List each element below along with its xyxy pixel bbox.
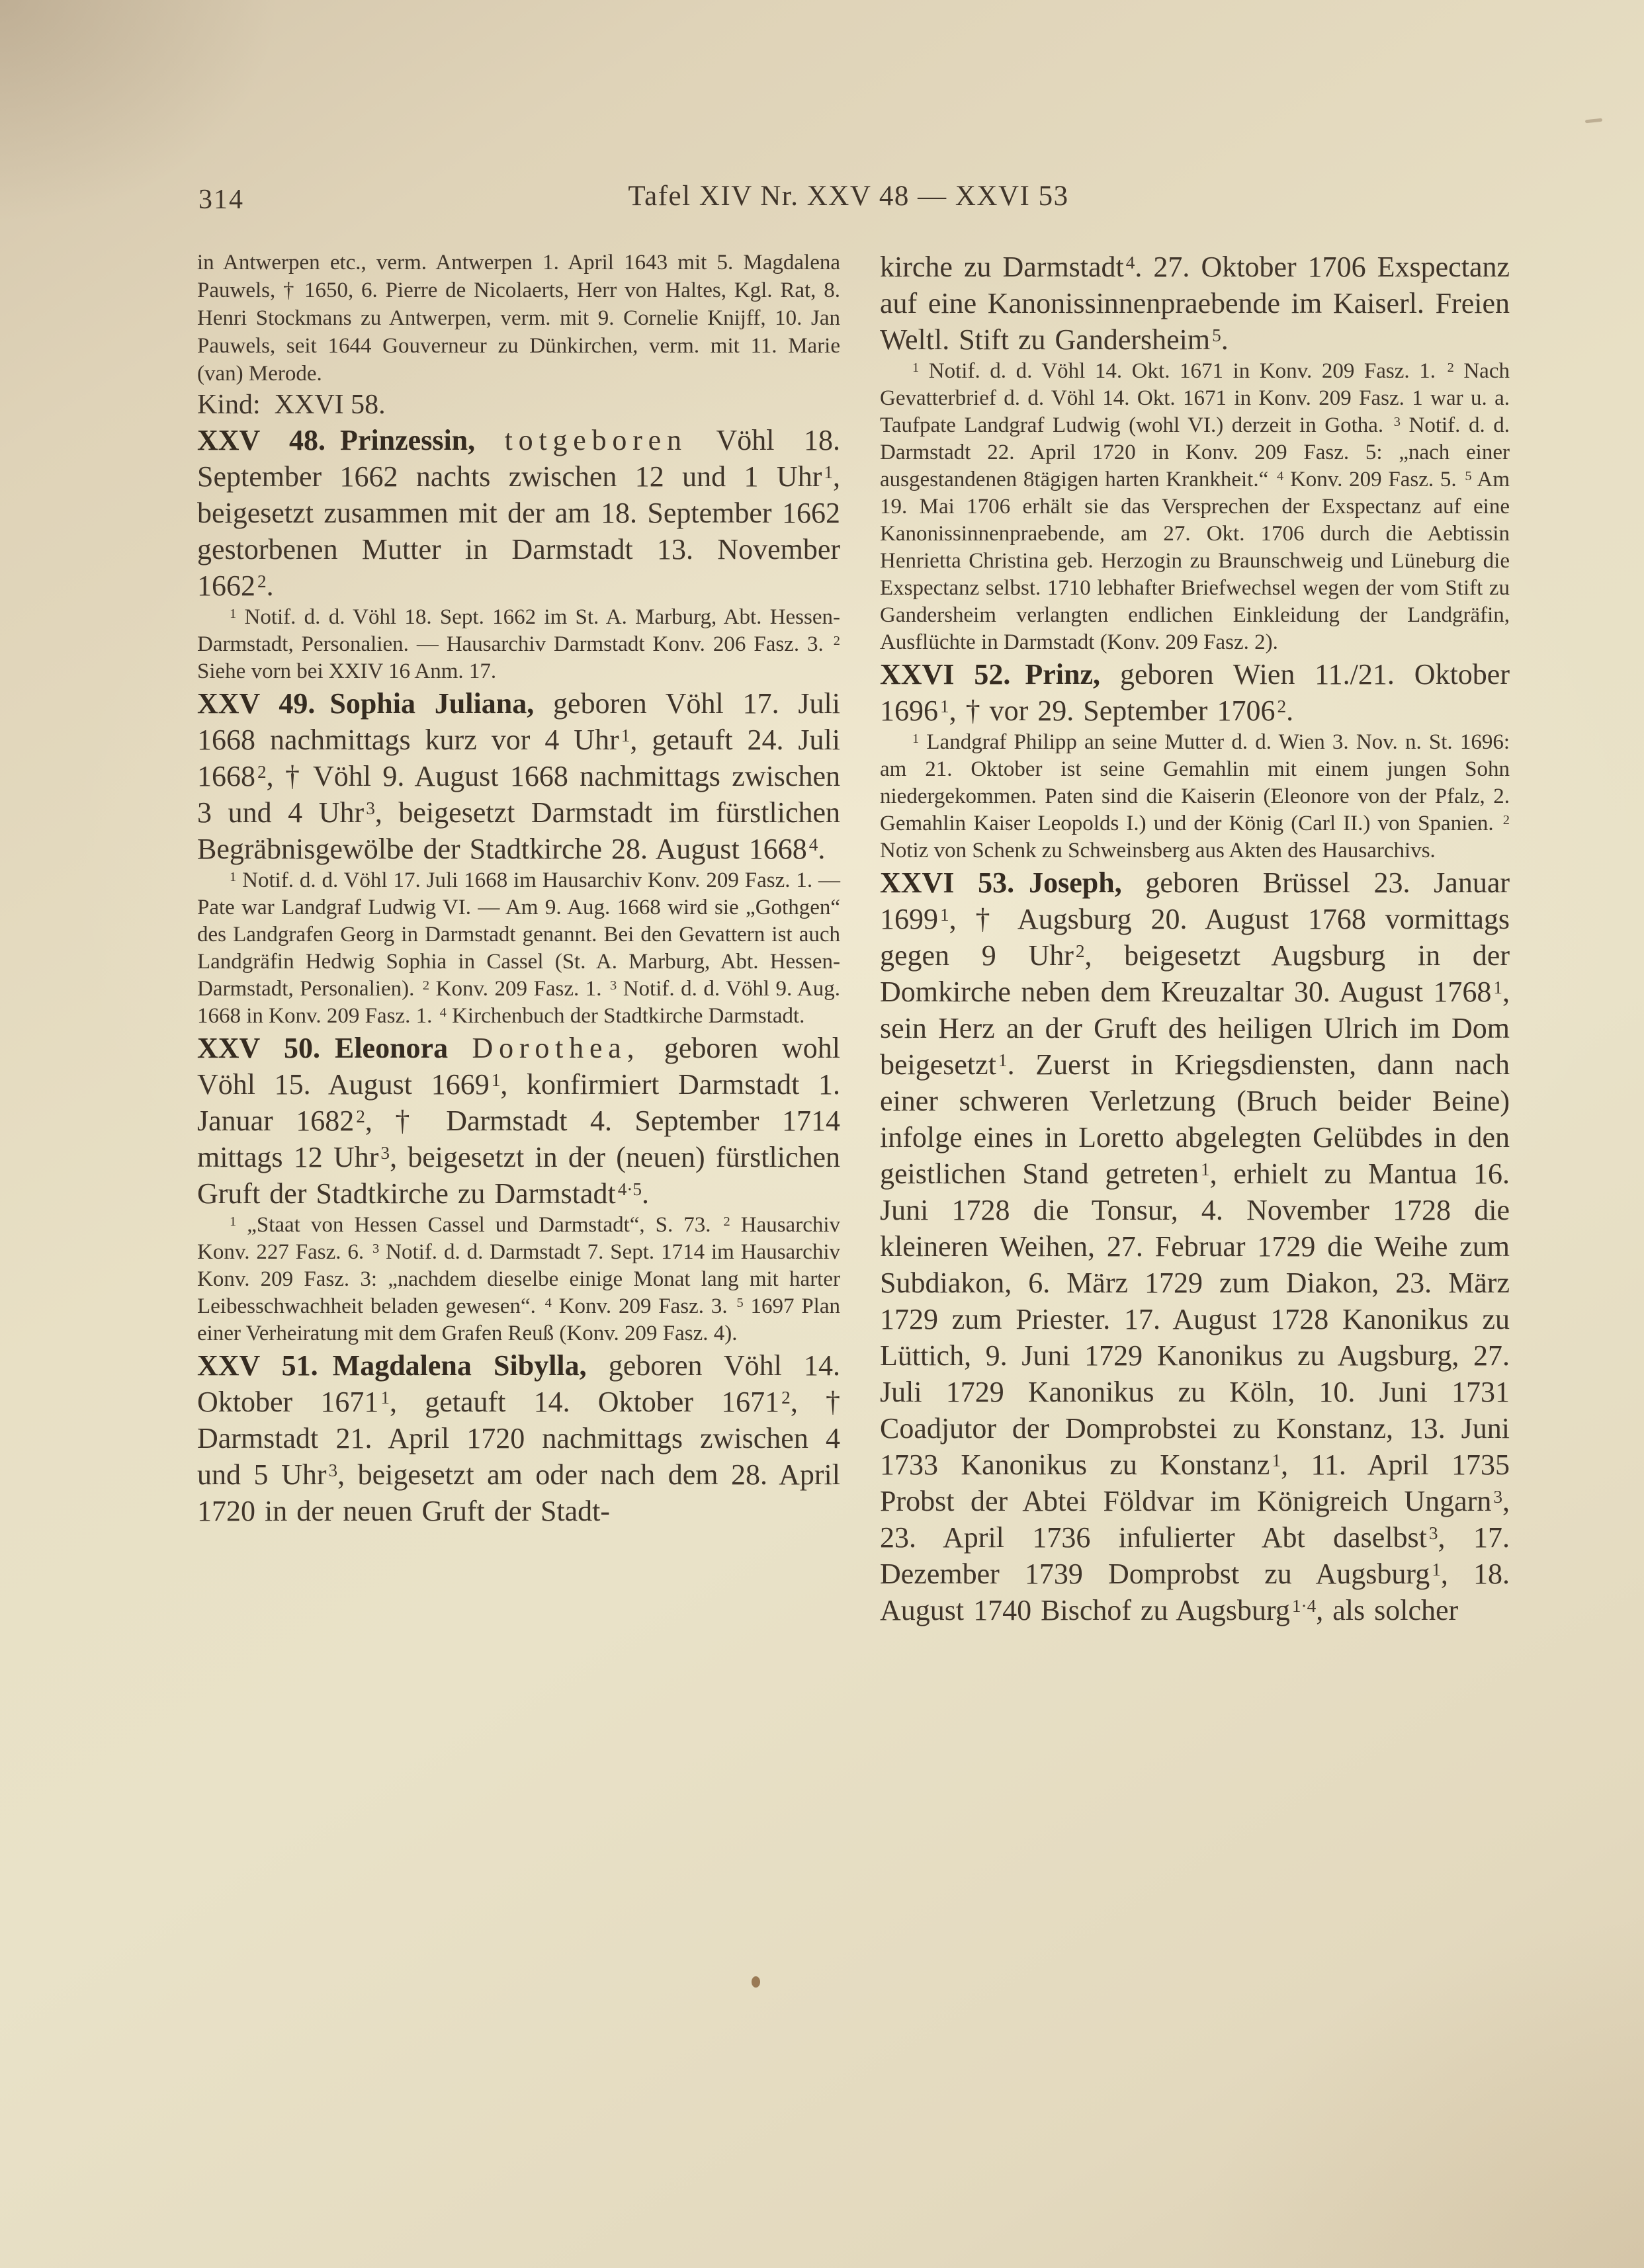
footnote-ref: 1 xyxy=(998,1050,1008,1070)
text-run: Nach Gevatterbrief d. d. Vöhl 14. Okt. 1671 in Konv. 209 Fasz. 1 war u. a. Taufpate Landgraf Ludwig (wohl VI.) derzeit in Gotha. xyxy=(880,359,1510,437)
footnote-ref: 4 xyxy=(808,834,818,855)
text-run: Notif. d. d. Vöhl 9. Aug. 1668 in Konv. 209 Fasz. 1. xyxy=(197,977,840,1028)
emphasis-bold: Eleonora xyxy=(334,1032,449,1064)
text-run xyxy=(315,687,329,720)
text-run: Notif. d. d. Vöhl 17. Juli 1668 im Hausarchiv Konv. 209 Fasz. 1. — Pate war Landgraf Ludwig VI. — Am 9. Aug. 1668 wird sie „Gothgen“ des Landgrafen Georg in Darmstadt genannt. Bei den Gevattern ist auch Landgräfin Hedwig Sophia in Cassel (St. A. Marburg, Abt. Hessen-Darmstadt, Personalien). xyxy=(197,868,840,1001)
text-run xyxy=(475,424,505,456)
text-run: , beigesetzt am oder nach dem 28. April 1720 in der neuen Gruft der Stadt- xyxy=(197,1458,840,1527)
entry-paragraph xyxy=(880,656,1510,729)
footnote-ref: 4 xyxy=(544,1295,552,1310)
text-run: , als solcher xyxy=(1316,1594,1459,1626)
text-run: „Staat von Hessen Cassel und Darmstadt“, S. 73. xyxy=(236,1213,722,1237)
text-run: , sein Herz an der Gruft des heiligen Ulrich im Dom beigesetzt xyxy=(880,976,1510,1081)
text-run: , beigesetzt in der (neuen) fürstlichen Gruft der Stadtkirche zu Darmstadt xyxy=(197,1141,840,1210)
footnote-ref: 1 xyxy=(912,360,920,375)
text-run: Konv. 209 Fasz. 3. xyxy=(551,1294,735,1318)
emphasis-bold: Joseph, xyxy=(1029,866,1122,899)
footnote-ref: 4 xyxy=(1125,252,1135,273)
running-title: Tafel XIV Nr. XXV 48 — XXVI 53 xyxy=(628,181,1069,212)
footnote-ref: 2 xyxy=(1447,360,1454,375)
text-run: , beigesetzt zusammen mit der am 18. September 1662 gestorbenen Mutter in Darmstadt 13. November 1662 xyxy=(197,460,840,602)
footnote-ref: 2 xyxy=(356,1106,365,1126)
text-run: . xyxy=(818,833,826,865)
footnote-ref: 4 xyxy=(439,1005,447,1020)
entry-paragraph xyxy=(197,1030,840,1212)
footnote-ref: 1 xyxy=(621,725,630,745)
footnote-ref: 1 xyxy=(1493,977,1502,997)
footnote-ref: 5 xyxy=(736,1295,744,1310)
text-run: Notiz von Schenk zu Schweinsberg aus Akten des Hausarchivs. xyxy=(880,839,1436,862)
emphasis-bold: XXVI 53. xyxy=(880,866,1015,899)
text-run: , † Vöhl 9. August 1668 nachmittags zwischen 3 und 4 Uhr xyxy=(197,760,840,829)
text-run: , † Darmstadt 4. September 1714 mittags 12 Uhr xyxy=(197,1105,840,1173)
footnote-paragraph xyxy=(197,604,840,685)
text-run: Notif. d. d. Darmstadt 22. April 1720 in Konv. 209 Fasz. 5: „nach einer ausgestandenen 8tägigen harten Krankheit.“ xyxy=(880,413,1510,491)
footnote-ref: 1 xyxy=(824,462,833,482)
text-run: . xyxy=(1221,323,1229,356)
footnote-paragraph xyxy=(880,729,1510,864)
footnote-ref: 1 xyxy=(912,731,920,746)
text-run: , 18. August 1740 Bischof zu Augsburg xyxy=(880,1558,1510,1626)
children-reference-line xyxy=(197,388,840,422)
footnote-ref: 1 xyxy=(1272,1450,1281,1470)
footnote-ref: 1 xyxy=(230,606,237,621)
footnote-ref: 2 xyxy=(781,1387,791,1407)
entry-paragraph xyxy=(197,685,840,867)
text-run: , getauft 24. Juli 1668 xyxy=(197,724,840,792)
footnote-ref: 1 xyxy=(491,1070,501,1090)
text-run: geboren Brüssel 23. Januar 1699 xyxy=(880,866,1510,935)
text-run: Hausarchiv Konv. 227 Fasz. 6. xyxy=(197,1213,841,1264)
footnote-ref: 1 xyxy=(230,869,237,884)
footnote-ref: 2 xyxy=(1075,941,1085,961)
emphasis-bold: Prinzessin, xyxy=(340,424,476,456)
text-run: , † Augsburg 20. August 1768 vormittags gegen 9 Uhr xyxy=(880,903,1510,972)
text-run: geboren Vöhl 17. Juli 1668 nachmittags kurz vor 4 Uhr xyxy=(197,687,840,756)
emphasis-bold: XXVI 52. xyxy=(880,658,1011,691)
text-run: . Zuerst in Kriegsdiensten, dann nach einer schweren Verletzung (Bruch beider Beine) infolge eines in Loretto abgelegten Gelübdes in den geistlichen Stand getreten xyxy=(880,1048,1510,1190)
emphasis-bold: XXV 50. xyxy=(197,1032,320,1064)
footnote-ref: 3 xyxy=(328,1460,338,1480)
text-run: , konfirmiert Darmstadt 1. Januar 1682 xyxy=(197,1068,840,1137)
text-run: Konv. 209 Fasz. 1. xyxy=(429,977,609,1001)
emphasis-spaced: Dorothea, xyxy=(472,1032,640,1064)
footnote-paragraph xyxy=(197,1212,840,1347)
text-run: Kirchenbuch der Stadtkirche Darmstadt. xyxy=(446,1004,805,1028)
footnote-ref: 5 xyxy=(1212,325,1221,345)
text-run: geboren Vöhl 14. Oktober 1671 xyxy=(197,1349,840,1418)
continuation-paragraph xyxy=(197,249,840,388)
text-run xyxy=(1014,866,1029,899)
footnote-ref: 3 xyxy=(1393,414,1401,429)
footnote-ref: 2 xyxy=(1277,696,1287,716)
text-run: Kind: XXVI 58. xyxy=(197,390,386,420)
footnote-ref: 2 xyxy=(422,978,430,993)
footnote-ref: 3 xyxy=(610,978,617,993)
footnote-ref: 2 xyxy=(1502,812,1510,827)
text-run: , † Darmstadt 21. April 1720 nachmittags zwischen 4 und 5 Uhr xyxy=(197,1386,841,1491)
footnote-ref: 3 xyxy=(380,1142,390,1163)
page-number: 314 xyxy=(198,185,244,215)
footnote-paragraph xyxy=(880,358,1510,656)
text-run: in Antwerpen etc., verm. Antwerpen 1. April 1643 mit 5. Magdalena Pauwels, † 1650, 6. Pierre de Nicolaerts, Herr von Haltes, Kgl. Rat, 8. Henri Stockmans zu Antwerpen, verm. mit 9. Cornelie Knijff, 10. Jan Pauwels, seit 1644 Gouverneur zu Dünkirchen, verm. mit 11. Marie (van) Merode. xyxy=(197,251,840,386)
footnote-ref: 2 xyxy=(833,633,840,648)
text-run: Vöhl 18. September 1662 nachts zwischen 12 und 1 Uhr xyxy=(197,424,841,493)
footnote-ref: 1 xyxy=(1432,1559,1441,1579)
footnote-paragraph xyxy=(197,867,840,1030)
emphasis-bold: Sophia Juliana, xyxy=(329,687,535,720)
text-run xyxy=(448,1032,472,1064)
footnote-ref: 1·4 xyxy=(1291,1595,1317,1616)
footnote-ref: 1 xyxy=(940,696,949,716)
right-column xyxy=(880,249,1510,1628)
footnote-ref: 1 xyxy=(380,1387,390,1407)
text-run: , beigesetzt Darmstadt im fürstlichen Begräbnisgewölbe der Stadtkirche 28. August 1668 xyxy=(197,796,840,865)
text-run xyxy=(320,1032,335,1064)
margin-mark xyxy=(1585,118,1602,124)
text-run: , 17. Dezember 1739 Domprobst zu Augsburg xyxy=(880,1521,1510,1590)
emphasis-bold: Prinz, xyxy=(1025,658,1101,691)
text-run: , beigesetzt Augsburg in der Domkirche neben dem Kreuzaltar 30. August 1768 xyxy=(880,939,1510,1008)
footnote-ref: 2 xyxy=(257,761,267,782)
text-run: , 23. April 1736 infulierter Abt daselbst xyxy=(880,1485,1510,1554)
emphasis-bold: Magdalena Sibylla, xyxy=(332,1349,587,1382)
text-run: Konv. 209 Fasz. 5. xyxy=(1283,468,1463,491)
footnote-ref: 1 xyxy=(230,1214,237,1229)
footnote-ref: 4 xyxy=(1276,468,1284,483)
emphasis-bold: XXV 48. xyxy=(197,424,326,456)
ink-speck xyxy=(752,1976,760,1988)
page-header xyxy=(0,180,1644,222)
footnote-ref: 4·5 xyxy=(617,1179,642,1199)
text-run xyxy=(1010,658,1025,691)
footnote-ref: 2 xyxy=(257,571,267,591)
entry-paragraph xyxy=(197,1347,840,1529)
text-run: , getauft 14. Oktober 1671 xyxy=(390,1386,780,1418)
text-run: . xyxy=(1286,694,1294,727)
text-run: . xyxy=(642,1177,650,1210)
text-run: , erhielt zu Mantua 16. Juni 1728 die Tonsur, 4. November 1728 die kleineren Weihen, 27. Februar 1729 die Weihe zum Subdiakon, 6. März 1729 zum Diakon, 23. März 1729 zum Priester. 17. August 1728 Kanonikus zu Lüttich, 9. Juni 1729 Kanonikus zu Augsburg, 27. Juli 1729 Kanonikus zu Köln, 10. Juni 1731 Coadjutor der Domprobstei zu Konstanz, 13. Juni 1733 Kanonikus zu Konstanz xyxy=(880,1157,1510,1481)
footnote-ref: 5 xyxy=(1465,468,1472,483)
text-run: , 11. April 1735 Probst der Abtei Földvar im Königreich Ungarn xyxy=(880,1449,1510,1517)
text-run: 1697 Plan einer Verheiratung mit dem Grafen Reuß (Konv. 209 Fasz. 4). xyxy=(197,1294,840,1345)
text-run: Notif. d. d. Vöhl 14. Okt. 1671 in Konv. 209 Fasz. 1. xyxy=(919,359,1446,383)
text-run: Notif. d. d. Vöhl 18. Sept. 1662 im St. A. Marburg, Abt. Hessen-Darmstadt, Personalien. — Hausarchiv Darmstadt Konv. 206 Fasz. 3. xyxy=(197,605,840,656)
text-run: Landgraf Philipp an seine Mutter d. d. Wien 3. Nov. n. St. 1696: am 21. Oktober ist seine Gemahlin mit einem jungen Sohn niedergekommen. Paten sind die Kaiserin (Eleonore von der Pfalz, 2. Gemahlin Kaiser Leopolds I.) und der König (Carl II.) von Spanien. xyxy=(880,730,1510,835)
footnote-ref: 3 xyxy=(1493,1486,1502,1507)
left-column xyxy=(197,249,840,1529)
text-run: . xyxy=(266,569,274,602)
footnote-ref: 1 xyxy=(940,904,949,925)
footnote-ref: 3 xyxy=(372,1241,380,1256)
emphasis-spaced: totgeboren xyxy=(504,424,687,456)
text-run: geboren wohl Vöhl 15. August 1669 xyxy=(197,1032,841,1101)
text-run: kirche zu Darmstadt xyxy=(880,251,1124,283)
text-run xyxy=(325,424,340,456)
text-run xyxy=(318,1349,333,1382)
emphasis-bold: XXV 51. xyxy=(197,1349,318,1382)
entry-continuation-paragraph xyxy=(880,249,1510,358)
text-run: Siehe vorn bei XXIV 16 Anm. 17. xyxy=(197,659,497,683)
entry-paragraph xyxy=(197,422,840,604)
footnote-ref: 2 xyxy=(723,1214,730,1229)
text-run: Am 19. Mai 1706 erhält sie das Versprechen der Exspectanz auf eine Kanonissinnenpraebende, am 27. Okt. 1706 durch die Aebtissin Henrietta Christina geb. Herzogin zu Braunschweig und Lüneburg die Exspectanz selbst. 1710 lebhafter Briefwechsel wegen der vom Stift zu Gandersheim verlangten endlichen Einkleidung der Landgräfin, Ausflüchte in Darmstadt (Konv. 209 Fasz. 2). xyxy=(880,468,1510,654)
footnote-ref: 1 xyxy=(1201,1159,1210,1179)
text-run: . 27. Oktober 1706 Exspectanz auf eine Kanonissinnenpraebende im Kaiserl. Freien Weltl. Stift zu Gandersheim xyxy=(880,251,1510,356)
entry-paragraph xyxy=(880,864,1510,1628)
text-run: Notif. d. d. Darmstadt 7. Sept. 1714 im Hausarchiv Konv. 209 Fasz. 3: „nachdem dieselbe einige Monat lang mit harter Leibesschwachheit beladen gewesen“. xyxy=(197,1240,840,1318)
emphasis-bold: XXV 49. xyxy=(197,687,316,720)
footnote-ref: 3 xyxy=(366,798,375,818)
text-run: geboren Wien 11./21. Oktober 1696 xyxy=(880,658,1510,727)
text-run: , † vor 29. September 1706 xyxy=(949,694,1276,727)
footnote-ref: 3 xyxy=(1428,1523,1438,1543)
